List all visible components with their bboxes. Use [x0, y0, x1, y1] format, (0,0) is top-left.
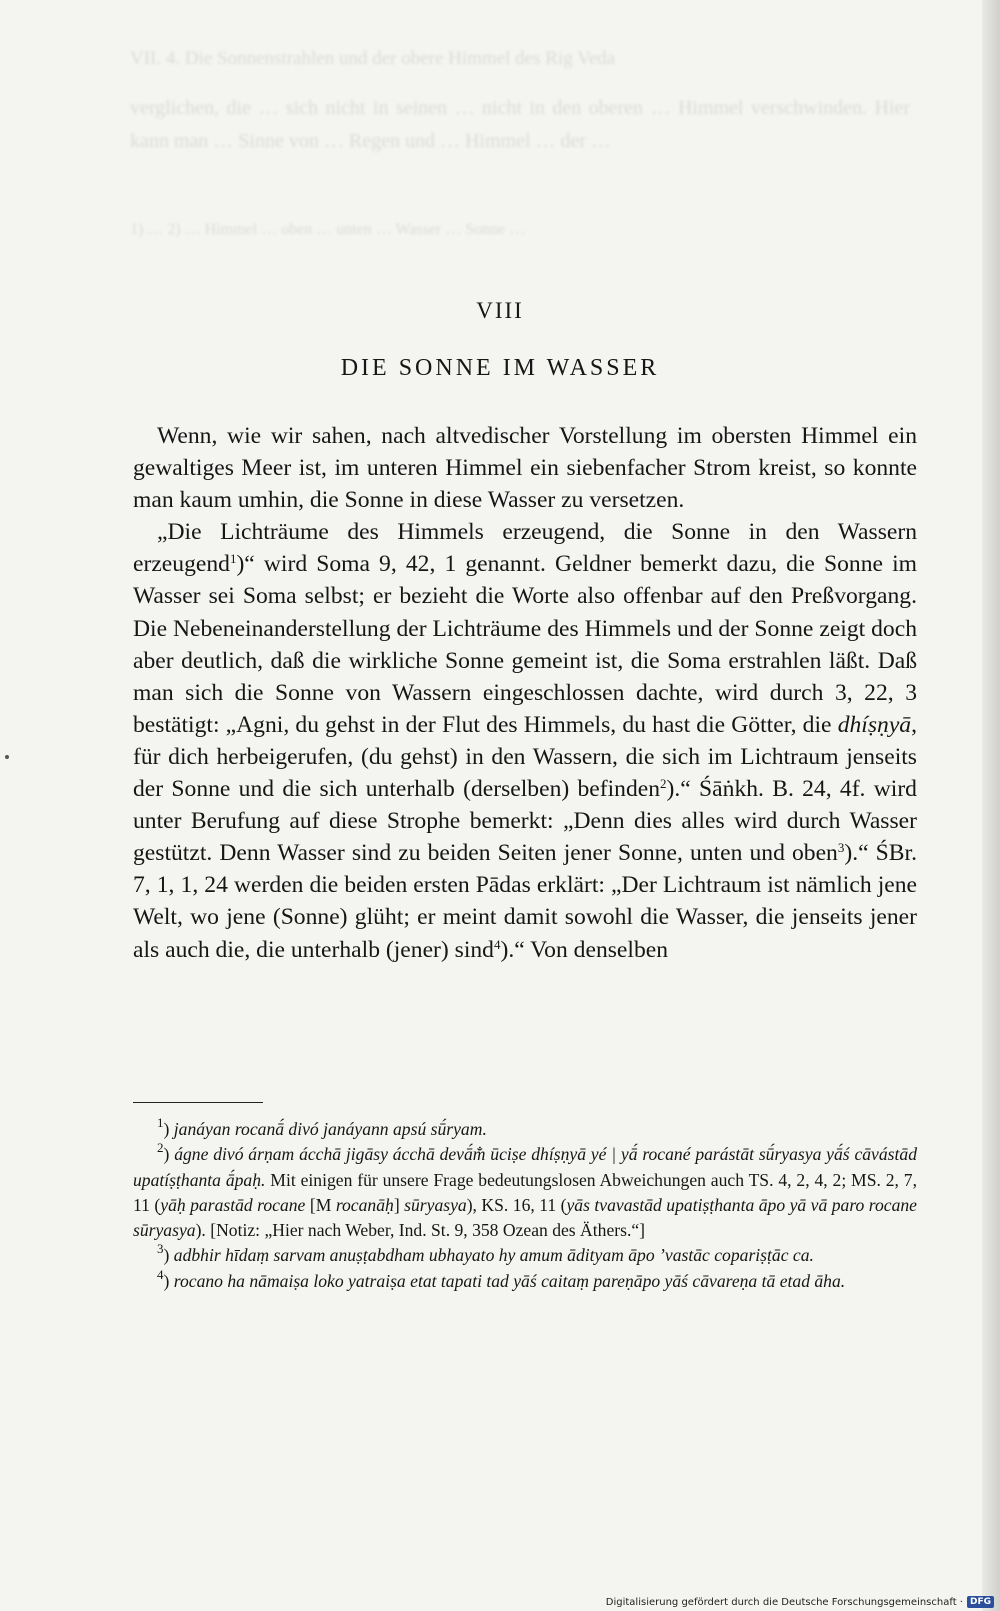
footnote-quote: yāḥ parastād rocane [160, 1194, 306, 1215]
footnote-ref-2[interactable]: 2 [660, 776, 667, 792]
paragraph-1: Wenn, wie wir sahen, nach altvedischer Vorstellung im obersten Himmel ein gewaltiges Meer ist, im unteren Himmel ein siebenfacher Strom kreist, so konnte man kaum umhin, die Sonne in diese Wasser zu versetzen. [133, 423, 917, 514]
footnote-text: ). [Notiz: „Hier nach Weber, Ind. St. 9, 358 Ozean des Äthers.“] [195, 1220, 646, 1241]
footnote-ref-4[interactable]: 4 [493, 936, 501, 952]
footnote-text: [M [305, 1194, 336, 1215]
footnote-number: 2 [157, 1140, 164, 1156]
digitization-footer [606, 1596, 994, 1608]
footnote-number: 3 [157, 1241, 164, 1257]
bleed-through-paragraph: verglichen, die … sich nicht in seinen … nicht in den oberen … Himmel verschwinden. Hier kann man … Sinne von … Regen und … Himmel … der … [130, 97, 910, 152]
chapter-number: VIII [476, 298, 524, 323]
footnote-number: 4 [157, 1266, 164, 1282]
chapter-title: DIE SONNE IM WASSER [340, 355, 660, 381]
footnote-1: $^1$) janáyan rocanā́ divó janáyann apsú sū́ryam. [157, 1115, 487, 1139]
page-edge [982, 0, 1000, 1611]
text-run: )“ wird Soma 9, 42, 1 genannt. Geldner bemerkt dazu, die Sonne im Wasser sei Soma selbst; er bezieht die Worte also offenbar auf den Preßvorgang. Die Nebeneinanderstellung der Lichträume des Himmels und der Sonne zeigt doch aber deutlich, daß die wirkliche Sonne gemeint ist, die Soma erstrahlen läßt. Daß man sich die Sonne von Wassern eingeschlossen dachte, wird durch 3, 22, 3 bestätigt: „Agni, du gehst in der Flut des Himmels, du hast die Götter, die [133, 551, 917, 738]
footnote-quote: yās tvavastād upatiṣṭhanta āpo yā vā paro rocane sūryasya [133, 1194, 917, 1241]
body-text [133, 420, 917, 966]
footnote-text: adbhir hīdaṃ sarvam anuṣṭabdham ubhayato hy amum ādityam āpo ’vastāc copariṣṭāc ca. [173, 1245, 814, 1266]
footnote-text: janáyan rocanā́ divó janáyann apsú sū́ryam. [173, 1119, 487, 1139]
footnote-rule [133, 1102, 263, 1103]
text-run: ).“ ŚBr. 7, 1, 1, 24 werden die beiden ersten Pādas erklärt: „Der Lichtraum ist nämlich jene Welt, wo jene (Sonne) glüht; er meint damit sowohl die Wasser, die jenseits jener als auch die, die unterhalb (jener) sind [133, 840, 917, 963]
text-run: , für dich herbeigerufen, (du gehst) in den Wassern, die sich im Lichtraum jenseits der Sonne und die sich unterhalb (derselben) befinden [133, 711, 917, 803]
footnote-ref-1[interactable]: 1 [229, 551, 237, 567]
footnotes [133, 1117, 917, 1294]
footnote-ref-3[interactable]: 3 [837, 840, 845, 856]
text-run: ).“ Śāṅkh. B. 24, 4f. wird unter Berufung auf diese Strophe bemerkt: „Denn dies alles wird durch Wasser gestützt. Denn Wasser sind zu beiden Seiten jener Sonne, unten und oben [133, 776, 917, 867]
footer-text: Digitalisierung gefördert durch die Deutsche Forschungsgemeinschaft · [605, 1596, 963, 1608]
text-run: „Die Lichträume des Himmels erzeugend, die Sonne in den Wassern erzeugend [133, 519, 917, 578]
paragraph-2 [133, 516, 917, 965]
footnote-quote: ágne divó árṇam ácchā jigāsy ácchā devā́m̐ ūciṣe dhíṣṇyā yé | yā́ rocané parástāt sū́ryasya yā́ś cāvástād upatíṣṭhanta ā́paḥ. [133, 1144, 917, 1190]
footnote-2: $^2$) ágne divó árṇam ácchā jigāsy ácchā devā́m̐ ūciṣe dhíṣṇyā yé | yā́ rocané parástāt sū́ryasya yā́ś cāvástād upatíṣṭhanta ā́paḥ. Mit einigen für unsere Frage bedeutungslosen Abweichungen auch TS. 4, 2, 4, 2; MS. 2, 7, 11 (yāḥ parastād rocane [M rocanāḥ] sūryasya), KS. 16, 11 (yās tvavastād upatiṣṭhanta āpo yā vā paro rocane sūryasya). [Notiz: „Hier nach Weber, Ind. St. 9, 358 Ozean des Äthers.“] [133, 1140, 917, 1241]
footnote-3: $^3$) adbhir hīdaṃ sarvam anuṣṭabdham ubhayato hy amum ādityam āpo ’vastāc copariṣṭāc ca. [157, 1241, 814, 1266]
bleed-through-header: VII. 4. Die Sonnenstrahlen und der obere Himmel des Rig Veda [130, 48, 616, 69]
footnote-text: ] [393, 1194, 405, 1215]
footnote-text: rocano ha nāmaiṣa loko yatraiṣa etat tapati tad yāś caitaṃ pareṇāpo yāś cāvareṇa tā etad āha. [173, 1270, 846, 1291]
footnote-text: Mit einigen für unsere Frage bedeutungslosen Abweichungen auch TS. 4, 2, 4, 2; MS. 2, 7, 11 ( [133, 1169, 917, 1215]
scan-speck [5, 755, 9, 759]
footnote-quote: rocanāḥ [335, 1194, 394, 1215]
text-run: ).“ Von denselben [500, 936, 669, 963]
bleed-through-footnotes: 1) … 2) … Himmel … oben … unten … Wasser … Sonne … [130, 221, 526, 238]
footnote-4: $^4$) rocano ha nāmaiṣa loko yatraiṣa etat tapati tad yāś caitaṃ pareṇāpo yāś cāvareṇa tā etad āha. [157, 1266, 846, 1291]
dfg-logo: DFG [967, 1596, 994, 1608]
footnote-text: ), KS. 16, 11 ( [466, 1194, 567, 1215]
footnote-quote: sūryasya [404, 1194, 467, 1215]
footnote-number: 1 [157, 1115, 164, 1130]
italic-term: dhíṣṇyā [837, 711, 912, 738]
